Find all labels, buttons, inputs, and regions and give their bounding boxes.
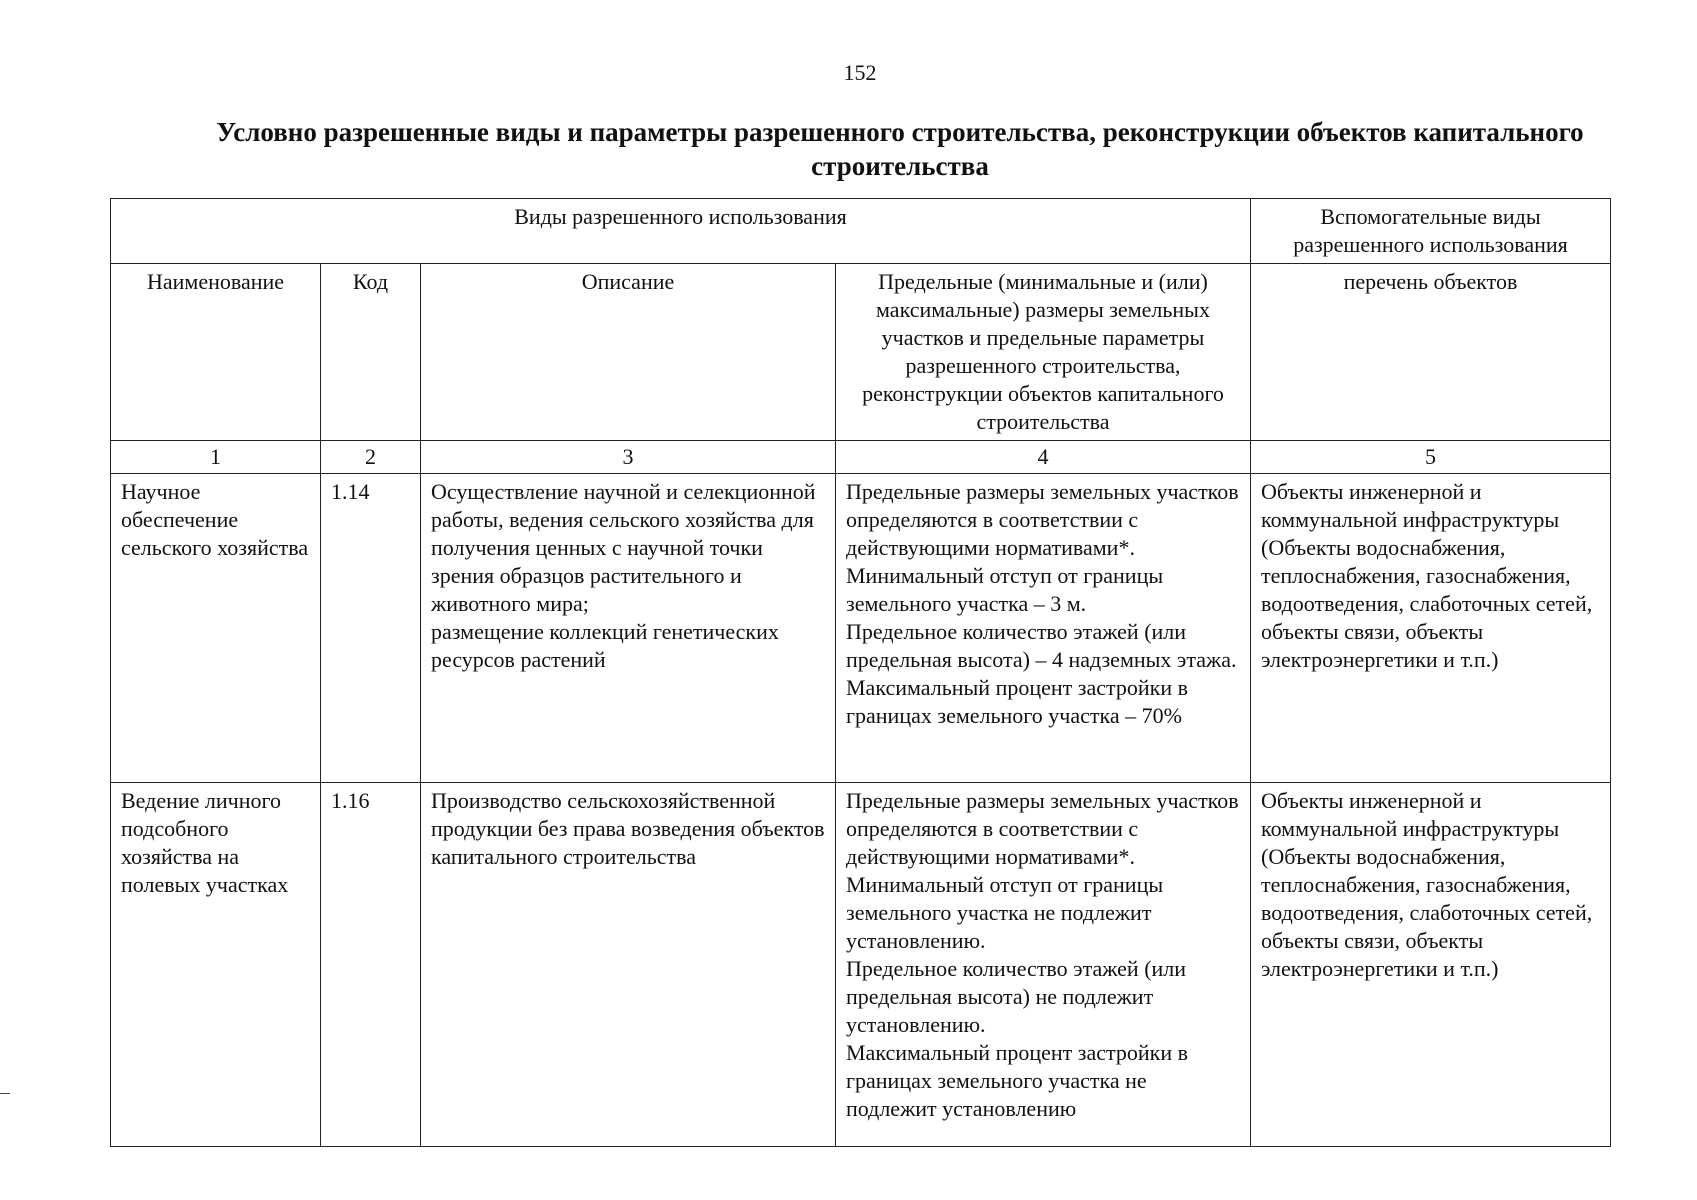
column-number: 3: [421, 441, 836, 474]
row-objects-cell: Объекты инженерной и коммунальной инфраструктуры (Объекты водоснабжения, теплоснабжения, газоснабжения, водоотведения, слаботочных сетей, объекты связи, объекты электроэнергетики и т.п.): [1251, 783, 1611, 1147]
limits-paragraph: Предельное количество этажей (или предельная высота) не подлежит установлению.: [846, 956, 1187, 1037]
group-header-main: Виды разрешенного использования: [111, 199, 1251, 264]
group-header-aux: Вспомогательные виды разрешенного использования: [1251, 199, 1611, 264]
limits-paragraph: Минимальный отступ от границы земельного участка не подлежит установлению.: [846, 872, 1164, 953]
column-header-code: Код: [321, 264, 421, 441]
column-header-limits: Предельные (минимальные и (или) максимальные) размеры земельных участков и предельные параметры разрешенного строительства, реконструкции объектов капитального строительства: [836, 264, 1251, 441]
row-limits-cell: [836, 783, 1251, 1147]
column-number: 2: [321, 441, 421, 474]
table-group-header-row: [111, 199, 1611, 264]
limits-paragraph: Предельные размеры земельных участков определяются в соответствии с действующими нормативами*.: [846, 788, 1239, 869]
column-header-objects: перечень объектов: [1251, 264, 1611, 441]
row-name-cell: Научное обеспечение сельского хозяйства: [111, 474, 321, 783]
row-objects-cell: Объекты инженерной и коммунальной инфраструктуры (Объекты водоснабжения, теплоснабжения, газоснабжения, водоотведения, слаботочных сетей, объекты связи, объекты электроэнергетики и т.п.): [1251, 474, 1611, 783]
column-number: 5: [1251, 441, 1611, 474]
description-paragraph: размещение коллекций генетических ресурсов растений: [431, 619, 779, 672]
column-number: 4: [836, 441, 1251, 474]
limits-paragraph: Предельные размеры земельных участков определяются в соответствии с действующими нормативами*.: [846, 479, 1239, 560]
row-description-cell: [421, 783, 836, 1147]
row-code-cell: 1.14: [321, 474, 421, 783]
column-number: 1: [111, 441, 321, 474]
table-column-header-row: [111, 264, 1611, 441]
column-number-row: [111, 441, 1611, 474]
table-row: [111, 783, 1611, 1147]
regulations-table: [110, 198, 1611, 1147]
column-header-description: Описание: [421, 264, 836, 441]
description-paragraph: Осуществление научной и селекционной работы, ведения сельского хозяйства для получения ценных с научной точки зрения образцов растительного и животного мира;: [431, 479, 816, 616]
margin-mark: [0, 1093, 10, 1094]
table-row: [111, 474, 1611, 783]
row-limits-cell: [836, 474, 1251, 783]
description-paragraph: Производство сельскохозяйственной продукции без права возведения объектов капитального строительства: [431, 788, 825, 869]
row-code-cell: 1.16: [321, 783, 421, 1147]
limits-paragraph: Максимальный процент застройки в границах земельного участка не подлежит установлению: [846, 1040, 1188, 1121]
limits-paragraph: Предельное количество этажей (или предельная высота) – 4 надземных этажа.: [846, 619, 1237, 672]
page-number: 152: [843, 60, 877, 85]
limits-paragraph: Максимальный процент застройки в границах земельного участка – 70%: [846, 675, 1188, 728]
document-title: Условно разрешенные виды и параметры разрешенного строительства, реконструкции объектов капитального строительства: [216, 117, 1584, 181]
column-header-name: Наименование: [111, 264, 321, 441]
row-description-cell: [421, 474, 836, 783]
row-name-cell: Ведение личного подсобного хозяйства на полевых участках: [111, 783, 321, 1147]
limits-paragraph: Минимальный отступ от границы земельного участка – 3 м.: [846, 563, 1164, 616]
